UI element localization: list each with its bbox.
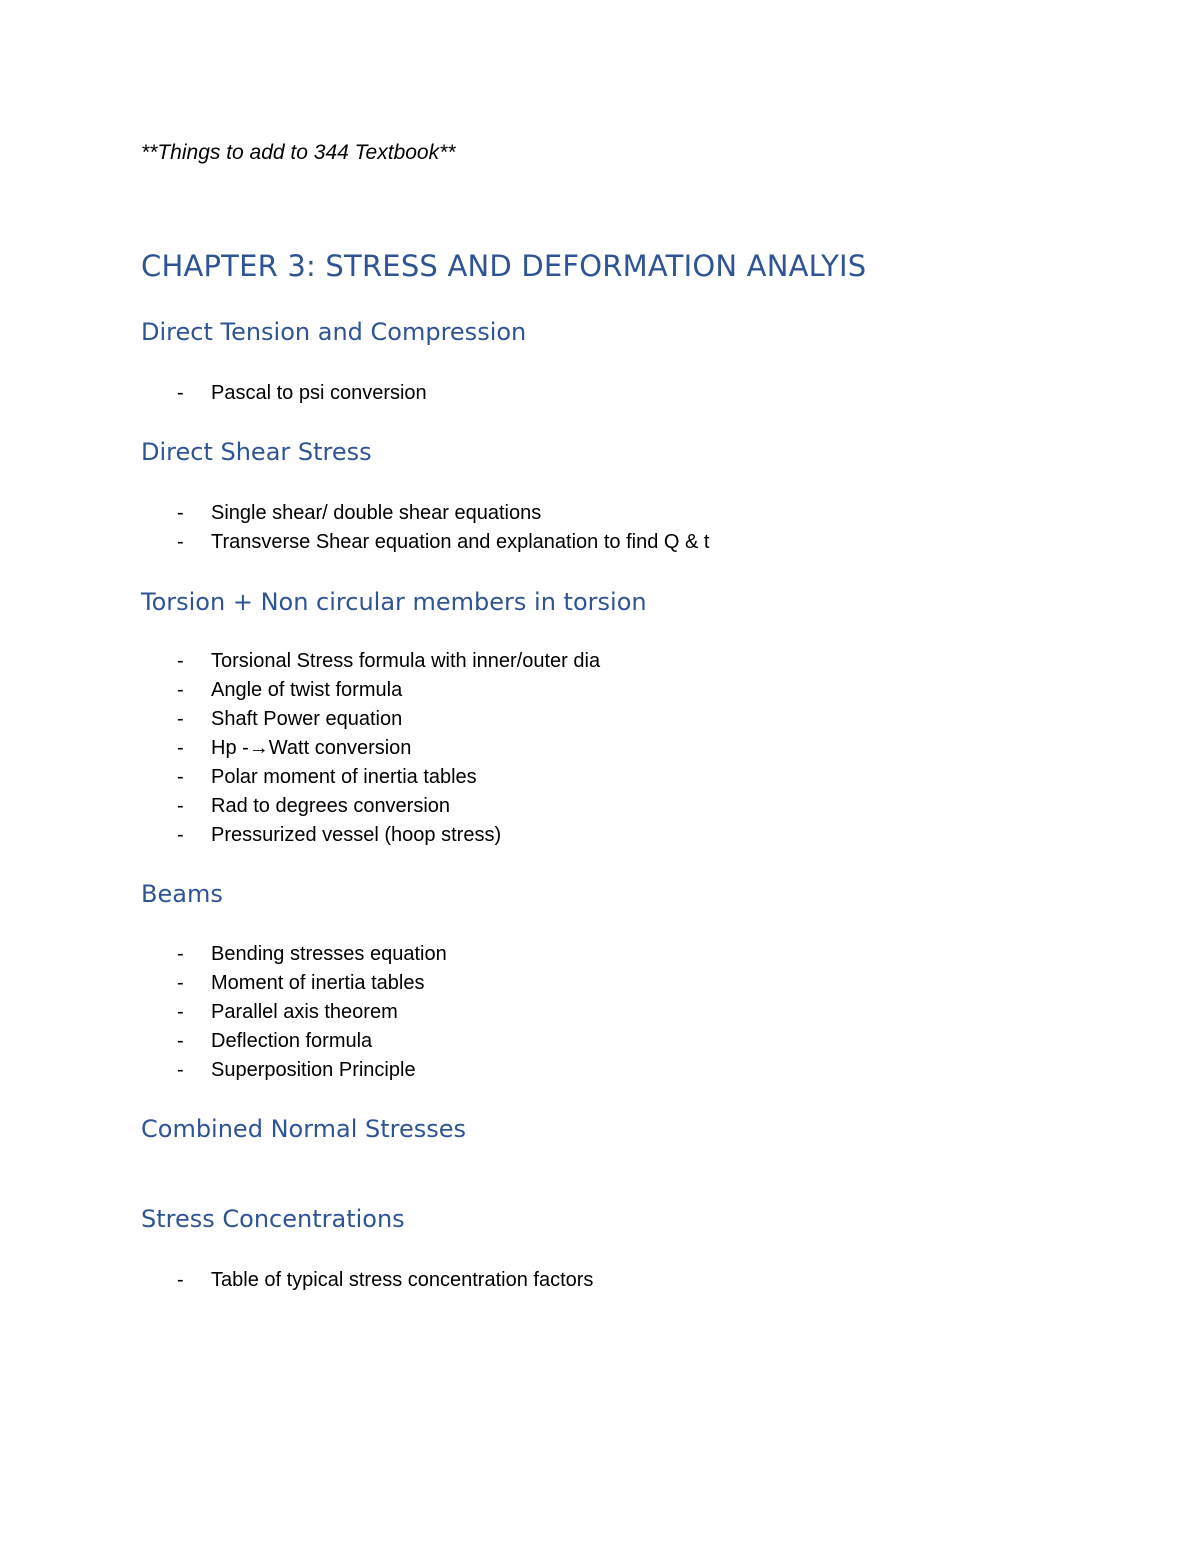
list-item-text: Deflection formula xyxy=(211,1030,373,1052)
list-item-text: Pressurized vessel (hoop stress) xyxy=(211,824,502,846)
section-heading-direct-shear: Direct Shear Stress xyxy=(141,438,372,466)
bullet-dash: - xyxy=(177,795,184,817)
bullet-dash: - xyxy=(177,972,184,994)
list-item-text: Moment of inertia tables xyxy=(211,972,425,994)
list-item-text: Shaft Power equation xyxy=(211,708,403,730)
section-heading-combined-normal: Combined Normal Stresses xyxy=(141,1115,467,1143)
list-item-text: Polar moment of inertia tables xyxy=(211,766,477,788)
bullet-dash: - xyxy=(177,737,184,759)
bullet-dash: - xyxy=(177,1269,184,1291)
bullet-dash: - xyxy=(177,943,184,965)
list-item-text: Single shear/ double shear equations xyxy=(211,502,542,524)
bullet-dash: - xyxy=(177,1059,184,1081)
bullet-dash: - xyxy=(177,679,184,701)
bullet-dash: - xyxy=(177,502,184,524)
section-heading-direct-tension: Direct Tension and Compression xyxy=(141,318,527,346)
section-heading-torsion: Torsion + Non circular members in torsion xyxy=(141,588,647,616)
list-item-text: Angle of twist formula xyxy=(211,679,403,701)
section-heading-beams: Beams xyxy=(141,880,223,908)
bullet-dash: - xyxy=(177,382,184,404)
bullet-dash: - xyxy=(177,1001,184,1023)
list-item-text: Transverse Shear equation and explanation to find Q & t xyxy=(211,531,710,553)
list-item-text: Table of typical stress concentration factors xyxy=(211,1269,594,1291)
document-subtitle: **Things to add to 344 Textbook** xyxy=(141,141,456,164)
bullet-dash: - xyxy=(177,708,184,730)
bullet-dash: - xyxy=(177,531,184,553)
list-item-text: Rad to degrees conversion xyxy=(211,795,451,817)
bullet-dash: - xyxy=(177,766,184,788)
bullet-dash: - xyxy=(177,1030,184,1052)
bullet-dash: - xyxy=(177,650,184,672)
list-item-text: Bending stresses equation xyxy=(211,943,447,965)
list-item-text: Hp -→Watt conversion xyxy=(211,737,412,759)
list-item-text: Parallel axis theorem xyxy=(211,1001,398,1023)
section-heading-stress-concentrations: Stress Concentrations xyxy=(141,1205,405,1233)
list-item-text: Superposition Principle xyxy=(211,1059,416,1081)
list-item-text: Pascal to psi conversion xyxy=(211,382,427,404)
chapter-title: CHAPTER 3: STRESS AND DEFORMATION ANALYIS xyxy=(141,249,867,283)
bullet-dash: - xyxy=(177,824,184,846)
list-item-text: Torsional Stress formula with inner/outer dia xyxy=(211,650,601,672)
